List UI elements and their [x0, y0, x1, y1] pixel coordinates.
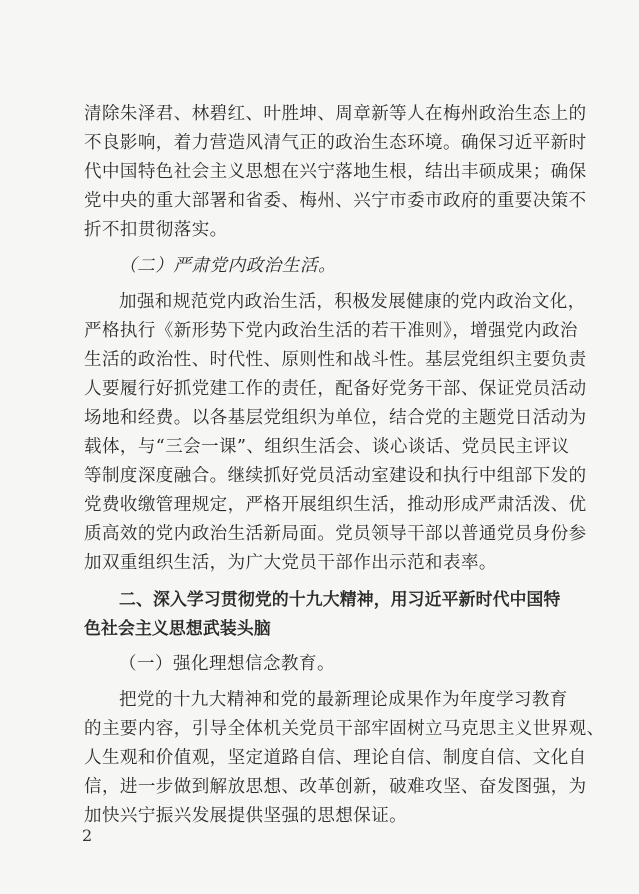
text-line: 加快兴宁振兴发展提供坚强的思想保证。 — [84, 806, 408, 826]
text-line: 不良影响，着力营造风清气正的政治生态环境。确保习近平新时 — [84, 133, 587, 153]
text-line: 场地和经费。以各基层党组织为单位，结合党的主题党日活动为 — [84, 408, 587, 428]
subheading-strict-political-life: （二）严肃党内政治生活。 — [119, 256, 337, 276]
text-line: 清除朱泽君、林碧红、叶胜坤、周章新等人在梅州政治生态上的 — [84, 104, 587, 124]
document-body — [84, 100, 605, 831]
subheading-ideal-belief-education: （一）强化理想信念教育。 — [119, 654, 335, 674]
text-line: 的主要内容，引导全体机关党员干部牢固树立马克思主义世界观、 — [84, 719, 605, 739]
paragraph-continued — [84, 100, 587, 245]
text-line: 载体，与“三会一课”、组织生活会、谈心谈话、党员民主评议 — [84, 437, 570, 457]
text-line: 折不扣贯彻落实。 — [84, 220, 228, 240]
section-heading-line: 色社会主义思想武装头脑 — [84, 618, 271, 638]
paragraph-political-life — [84, 288, 587, 578]
section-heading — [84, 585, 574, 643]
text-line: 严格执行《新形势下党内政治生活的若干准则》，增强党内政治 — [84, 321, 578, 341]
section-heading-line: 二、深入学习贯彻党的十九大精神，用习近平新时代中国特 — [119, 589, 561, 609]
text-line: 人要履行好抓党建工作的责任，配备好党务干部、保证党员活动 — [84, 379, 587, 399]
text-line: 加双重组织生活，为广大党员干部作出示范和表率。 — [84, 553, 497, 573]
paragraph-study-education — [84, 686, 605, 831]
text-line: 生活的政治性、时代性、原则性和战斗性。基层党组织主要负责 — [84, 350, 587, 370]
text-line: 人生观和价值观，坚定道路自信、理论自信、制度自信、文化自 — [84, 748, 587, 768]
text-line: 质高效的党内政治生活新局面。党员领导干部以普通党员身份参 — [84, 524, 587, 544]
text-line: 党费收缴管理规定，严格开展组织生活，推动形成严肃活泼、优 — [84, 495, 587, 515]
text-line: 把党的十九大精神和党的最新理论成果作为年度学习教育 — [119, 690, 568, 710]
text-line: 党中央的重大部署和省委、梅州、兴宁市委市政府的重要决策不 — [84, 191, 587, 211]
text-line: 信，进一步做到解放思想、改革创新，破难攻坚、奋发图强，为 — [84, 777, 587, 797]
text-line: 代中国特色社会主义思想在兴宁落地生根，结出丰硕成果；确保 — [84, 162, 587, 182]
page-number: 2 — [82, 826, 93, 845]
text-line: 加强和规范党内政治生活，积极发展健康的党内政治文化， — [119, 292, 586, 312]
text-line: 等制度深度融合。继续抓好党员活动室建设和执行中组部下发的 — [84, 466, 587, 486]
